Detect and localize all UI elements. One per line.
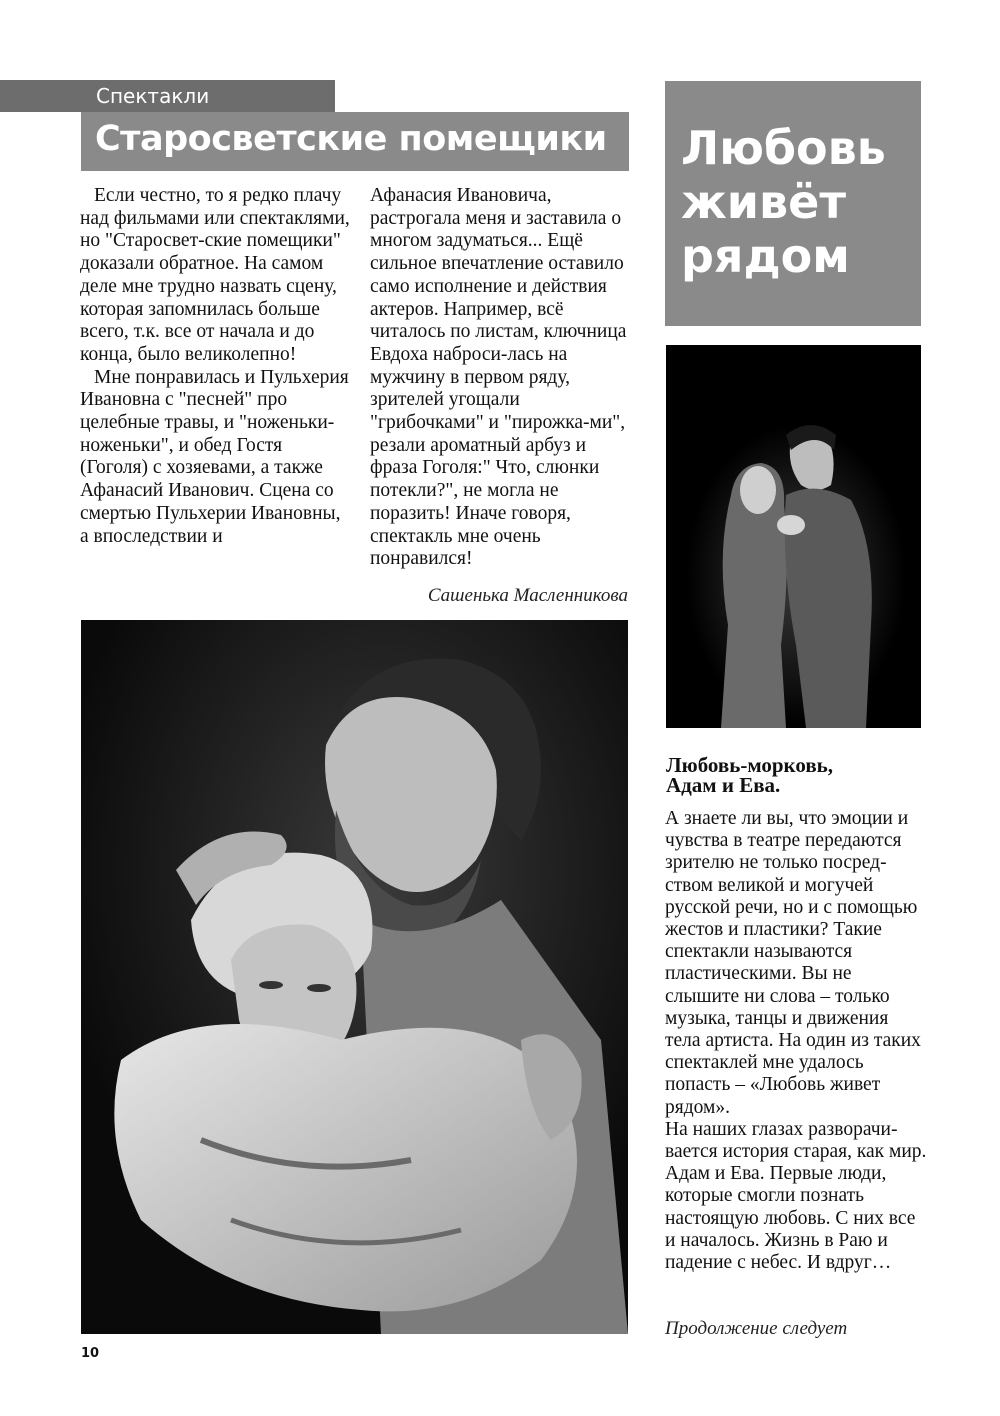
article-column-2: [370, 185, 630, 571]
sidebar-subtitle: [666, 755, 926, 795]
paragraph: А знаете ли вы, что эмоции и чувства в театре передаются зрителю не только посред-ством великой и могучей русской речи, но и с помощью жестов и пластики? Такие спектакли называются пластическими. Вы не слышите ни слова – только музыка, танцы и движения тела артиста. На один из таких спектаклей мне удалось попасть – «Любовь живет рядом».: [665, 808, 921, 1118]
article-column-1: [80, 185, 350, 548]
sidebar-title-box: [665, 81, 921, 326]
paragraph: Мне понравилась и Пульхерия Ивановна с "песней" про целебные травы, и "ноженьки-ноженьки", и обед Гостя (Гоголя) с хозяевами, а также Афанасий Иванович. Сцена со смертью Пульхерии Ивановны, а впоследствии и: [80, 366, 349, 547]
sidebar-title-line: рядом: [681, 229, 850, 283]
paragraph: Афанасия Ивановича, растрогала меня и заставила о многом задуматься... Ещё сильное впечатление оставило само исполнение и действия актеров. Например, всё читалось по листам, ключница Евдоха наброси-лась на мужчину в первом ряду, зрителей угощали "грибочками" и "пирожка-ми", резали ароматный арбуз и фраза Гоголя:" Что, слюнки потекли?", не могла не поразить! Иначе говоря, спектакль мне очень понравился!: [370, 185, 627, 570]
photo-illustration: [81, 620, 628, 1334]
paragraph: Если честно, то я редко плачу над фильмами или спектаклями, но "Старосвет-ские помещики" доказали обратное. На самом деле мне трудно назвать сцену, которая запомнилась больше всего, т.к. все от начала и до конца, было великолепно!: [80, 185, 350, 365]
sidebar-title-line: Любовь: [681, 121, 886, 175]
sidebar-body: [665, 808, 927, 1274]
sidebar-title-line: живёт: [681, 175, 846, 229]
section-tag: [0, 80, 335, 112]
article-title-bar: [81, 112, 629, 171]
article-title: Старосветские помещики: [95, 119, 607, 159]
continued-note: Продолжение следует: [665, 1318, 848, 1339]
subtitle-line: Любовь-морковь,: [666, 753, 834, 777]
paragraph: На наших глазах разворачи-вается история старая, как мир. Адам и Ева. Первые люди, которые смогли познать настоящую любовь. С них все и началось. Жизнь в Раю и падение с небес. И вдруг…: [665, 1118, 927, 1274]
article-author: Сашенька Масленникова: [427, 585, 628, 606]
subtitle-line: Адам и Ева.: [666, 773, 781, 797]
stage-photo-embrace: [81, 620, 628, 1334]
photo-illustration: [666, 345, 921, 728]
stage-photo-couple: [666, 345, 921, 728]
section-label: Спектакли: [96, 84, 210, 108]
page-number: 10: [81, 1346, 100, 1361]
